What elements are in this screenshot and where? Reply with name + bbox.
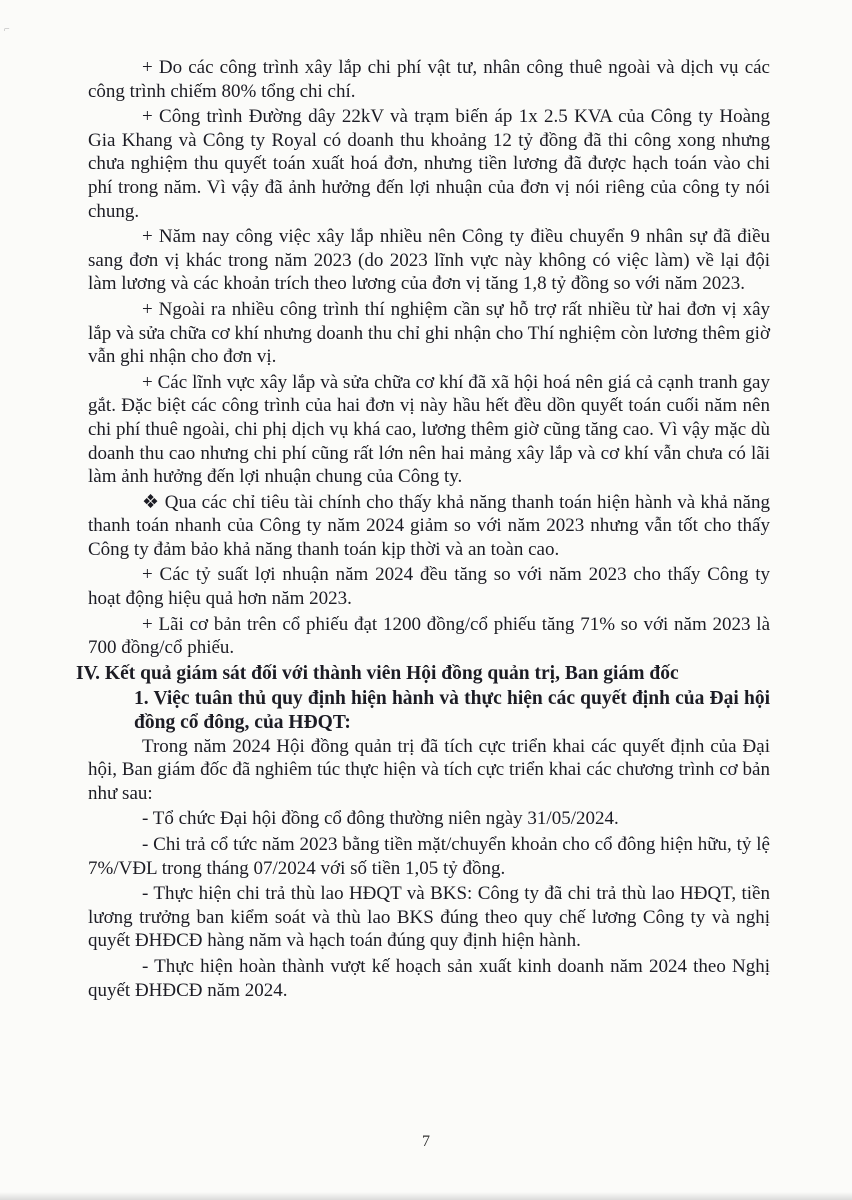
scan-artifact-icon: ⌐ [4,24,10,35]
subsection-heading-1: 1. Việc tuân thủ quy định hiện hành và thực hiện các quyết định của Đại hội đồng cổ đông, của HĐQT: [134,688,770,734]
paragraph-power-line-project: + Công trình Đường dây 22kV và trạm biến áp 1x 2.5 KVA của Công ty Hoàng Gia Khang và Công ty Royal có doanh thu khoảng 12 tỷ đồng đã thi công xong nhưng chưa nghiệm thu quyết toán xuất hoá đơn, nhưng tiền lương đã được hạch toán vào chi phí trong năm. Vì vậy đã ảnh hưởng đến lợi nhuận của đơn vị nói riêng của công ty nói chung. [88,106,770,222]
list-item-remuneration: - Thực hiện chi trả thù lao HĐQT và BKS: Công ty đã chi trả thù lao HĐQT, tiền lương trưởng ban kiểm soát và thù lao BKS đúng theo quy chế lương Công ty và nghị quyết ĐHĐCĐ hàng năm và hạch toán đúng quy định hiện hành. [88,883,770,952]
list-item-dividend: - Chi trả cổ tức năm 2023 bằng tiền mặt/chuyển khoản cho cổ đông hiện hữu, tỷ lệ 7%/VĐL trong tháng 07/2024 với số tiền 1,05 tỷ đồng. [88,834,770,879]
paragraph-liquidity: ❖ Qua các chỉ tiêu tài chính cho thấy khả năng thanh toán hiện hành và khả năng thanh toán nhanh của Công ty năm 2024 giảm so với năm 2023 nhưng vẫn tốt cho thấy Công ty đảm bảo khả năng thanh toán kịp thời và an toàn cao. [88,491,770,560]
list-item-agm: - Tổ chức Đại hội đồng cổ đông thường niên ngày 31/05/2024. [142,808,619,830]
paragraph-section-intro: Trong năm 2024 Hội đồng quản trị đã tích cực triển khai các quyết định của Đại hội, Ban giám đốc đã nghiêm túc thực hiện và tích cực triển khai các chương trình cơ bản như sau: [88,735,770,804]
list-item-business-plan: - Thực hiện hoàn thành vượt kế hoạch sản xuất kinh doanh năm 2024 theo Nghị quyết ĐHĐCĐ năm 2024. [88,955,770,1001]
section-heading-iv: IV. Kết quả giám sát đối với thành viên Hội đồng quản trị, Ban giám đốc [76,662,679,684]
document-body [76,56,770,1004]
page-number: 7 [422,1133,430,1150]
paragraph-staff-transfer: + Năm nay công việc xây lắp nhiều nên Công ty điều chuyển 9 nhân sự đã điều sang đơn vị khác trong năm 2023 (do 2023 lĩnh vực này không có việc làm) về lại đội làm lương và các khoản trích theo lương của đơn vị tăng 1,8 tỷ đồng so với năm 2023. [88,226,770,295]
paragraph-material-costs: + Do các công trình xây lắp chi phí vật tư, nhân công thuê ngoài và dịch vụ các công trình chiếm 80% tổng chi chí. [88,57,770,102]
paragraph-testing-support: + Ngoài ra nhiều công trình thí nghiệm cần sự hỗ trợ rất nhiều từ hai đơn vị xây lắp và sửa chữa cơ khí nhưng doanh thu chỉ ghi nhận cho Thí nghiệm còn lương thêm giờ vẫn ghi nhận cho đơn vị. [88,298,770,368]
paragraph-eps: + Lãi cơ bản trên cổ phiếu đạt 1200 đồng/cổ phiếu tăng 71% so với năm 2023 là 700 đồng/cổ phiếu. [88,613,770,659]
scan-bottom-edge [0,1192,852,1200]
paragraph-profit-ratios: + Các tỷ suất lợi nhuận năm 2024 đều tăng so với năm 2023 cho thấy Công ty hoạt động hiệu quả hơn năm 2023. [88,564,770,610]
paragraph-competition: + Các lĩnh vực xây lắp và sửa chữa cơ khí đã xã hội hoá nên giá cả cạnh tranh gay gắt. Đặc biệt các công trình của hai đơn vị này hầu hết đều dồn quyết toán cuối năm nên chi phí thuê ngoài, chi phị dịch vụ khá cao, lương thêm giờ cũng tăng cao. Vì vậy mặc dù doanh thu cao nhưng chi phí cũng rất lớn nên hai mảng xây lắp và cơ khí vẫn chưa có lãi làm ảnh hưởng đến lợi nhuận chung của Công ty. [88,371,770,488]
